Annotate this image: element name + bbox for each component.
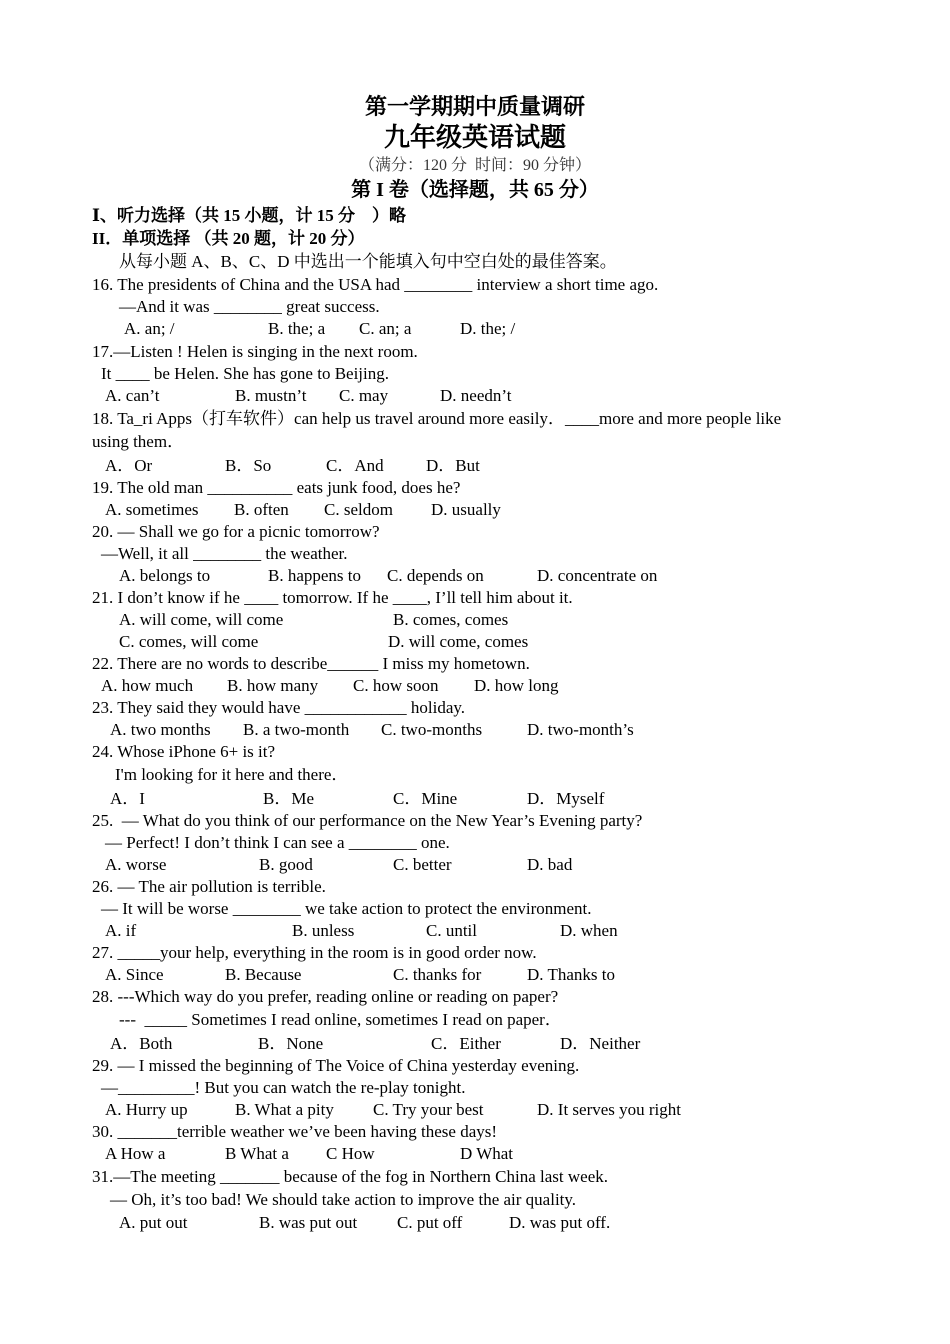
option-d: D. the; / xyxy=(460,319,516,338)
option-c: C．And xyxy=(326,456,384,475)
option-b: B. What a pity xyxy=(235,1100,334,1119)
question-stem: 21. I don’t know if he ____ tomorrow. If he ____, I’ll tell him about it. xyxy=(92,588,573,607)
option-d: D What xyxy=(460,1144,514,1163)
option-b: B．So xyxy=(225,456,272,475)
option-b: B. good xyxy=(259,855,313,874)
option-c: C How xyxy=(326,1144,375,1163)
question-stem: 19. The old man __________ eats junk food, does he? xyxy=(92,478,461,497)
question-stem: —Well, it all ________ the weather. xyxy=(101,544,348,563)
option-a: A. if xyxy=(105,921,137,940)
option-b: B What a xyxy=(225,1144,289,1163)
option-a: A. how much xyxy=(101,676,194,695)
option-b: B. the; a xyxy=(268,319,326,338)
option-a: A. an; / xyxy=(124,319,175,338)
question-stem: 25. — What do you think of our performance on the New Year’s Evening party? xyxy=(92,811,643,830)
option-a: A. sometimes xyxy=(105,500,199,519)
question-stem: 31.—The meeting _______ because of the fog in Northern China last week. xyxy=(92,1167,609,1186)
option-d: D. It serves you right xyxy=(537,1100,682,1119)
option-a: A．Both xyxy=(110,1034,173,1053)
option-c: C. comes, will come xyxy=(119,632,259,651)
option-d: D. two-month’s xyxy=(527,720,634,739)
section-instruction: 从每小题 A、B、C、D 中选出一个能填入句中空白处的最佳答案。 xyxy=(119,252,617,271)
question-stem: 23. They said they would have ____________ holiday. xyxy=(92,698,466,717)
option-a: A. put out xyxy=(119,1213,188,1232)
question-stem: I'm looking for it here and there． xyxy=(115,765,349,784)
option-d: D. bad xyxy=(527,855,573,874)
option-d: D. will come, comes xyxy=(388,632,529,651)
option-c: C. thanks for xyxy=(393,965,482,984)
question-stem: 17.—Listen ! Helen is singing in the next room. xyxy=(92,342,418,361)
question-stem: 24. Whose iPhone 6+ is it? xyxy=(92,742,276,761)
option-a: A. will come, will come xyxy=(119,610,284,629)
option-c: C. until xyxy=(426,921,478,940)
question-stem: — Oh, it’s too bad! We should take action to improve the air quality. xyxy=(110,1190,577,1209)
option-b: B．Me xyxy=(263,789,314,808)
question-stem: 26. — The air pollution is terrible. xyxy=(92,877,326,896)
option-c: C．Either xyxy=(431,1034,501,1053)
option-b: B. unless xyxy=(292,921,355,940)
option-a: A. Hurry up xyxy=(105,1100,188,1119)
option-d: D. was put off. xyxy=(509,1213,611,1232)
option-b: B. comes, comes xyxy=(393,610,509,629)
exam-subtitle: 九年级英语试题 xyxy=(383,123,566,152)
option-a: A. worse xyxy=(105,855,167,874)
exam-meta: （满分：120 分 时间：90 分钟） xyxy=(358,157,591,174)
option-a: A. Since xyxy=(105,965,164,984)
option-b: B. mustn’t xyxy=(235,386,307,405)
exam-title: 第一学期期中质量调研 xyxy=(364,94,585,119)
option-c: C．Mine xyxy=(393,789,458,808)
question-stem: 30. _______terrible weather we’ve been having these days! xyxy=(92,1122,498,1141)
option-a: A. can’t xyxy=(105,386,160,405)
option-c: C. put off xyxy=(397,1213,463,1232)
option-c: C. may xyxy=(339,386,389,405)
question-stem: 27. _____your help, everything in the room is in good order now. xyxy=(92,943,537,962)
option-b: B. was put out xyxy=(259,1213,358,1232)
question-stem: 16. The presidents of China and the USA had ________ interview a short time ago. xyxy=(92,275,659,294)
option-b: B. often xyxy=(234,500,289,519)
option-b: B．None xyxy=(258,1034,324,1053)
option-d: D．Myself xyxy=(527,789,605,808)
option-a: A How a xyxy=(105,1144,166,1163)
option-d: D. needn’t xyxy=(440,386,512,405)
question-stem: —And it was ________ great success. xyxy=(119,297,380,316)
option-a: A．I xyxy=(110,789,145,808)
option-a: A. belongs to xyxy=(119,566,211,585)
option-c: C. better xyxy=(393,855,452,874)
question-stem: — It will be worse ________ we take action to protect the environment. xyxy=(101,899,592,918)
option-c: C. an; a xyxy=(359,319,412,338)
option-d: D. usually xyxy=(431,500,501,519)
option-d: D．But xyxy=(426,456,480,475)
option-d: D．Neither xyxy=(560,1034,641,1053)
option-b: B. Because xyxy=(225,965,302,984)
option-d: D. concentrate on xyxy=(537,566,658,585)
question-stem: — Perfect! I don’t think I can see a ________ one. xyxy=(105,833,450,852)
question-stem: --- _____ Sometimes I read online, sometimes I read on paper． xyxy=(119,1010,562,1029)
question-stem: 18. Ta_ri Apps（打车软件）can help us travel around more easily．____more and more people like xyxy=(92,409,782,428)
volume-heading: 第 I 卷（选择题，共 65 分） xyxy=(351,179,599,201)
question-stem: —_________! But you can watch the re-play tonight. xyxy=(101,1078,466,1097)
option-a: A．Or xyxy=(105,456,153,475)
question-stem: 28. ---Which way do you prefer, reading online or reading on paper? xyxy=(92,987,559,1006)
option-d: D. how long xyxy=(474,676,559,695)
question-stem: 20. — Shall we go for a picnic tomorrow? xyxy=(92,522,380,541)
question-stem: It ____ be Helen. She has gone to Beijing. xyxy=(101,364,390,383)
option-d: D. Thanks to xyxy=(527,965,615,984)
option-a: A. two months xyxy=(110,720,211,739)
option-b: B. happens to xyxy=(268,566,362,585)
option-c: C. seldom xyxy=(324,500,393,519)
question-stem: 29. — I missed the beginning of The Voice of China yesterday evening. xyxy=(92,1056,580,1075)
option-c: C. depends on xyxy=(387,566,484,585)
option-b: B. how many xyxy=(227,676,319,695)
option-c: C. how soon xyxy=(353,676,439,695)
question-stem: using them． xyxy=(92,432,185,451)
question-stem: 22. There are no words to describe______ I miss my hometown. xyxy=(92,654,530,673)
option-b: B. a two-month xyxy=(243,720,350,739)
option-c: C. two-months xyxy=(381,720,483,739)
option-d: D. when xyxy=(560,921,618,940)
option-c: C. Try your best xyxy=(373,1100,484,1119)
section-listening: Ⅰ、听力选择（共 15 小题，计 15 分 ）略 xyxy=(92,206,406,225)
section-single-choice: II．单项选择 （共 20 题，计 20 分） xyxy=(92,229,365,248)
